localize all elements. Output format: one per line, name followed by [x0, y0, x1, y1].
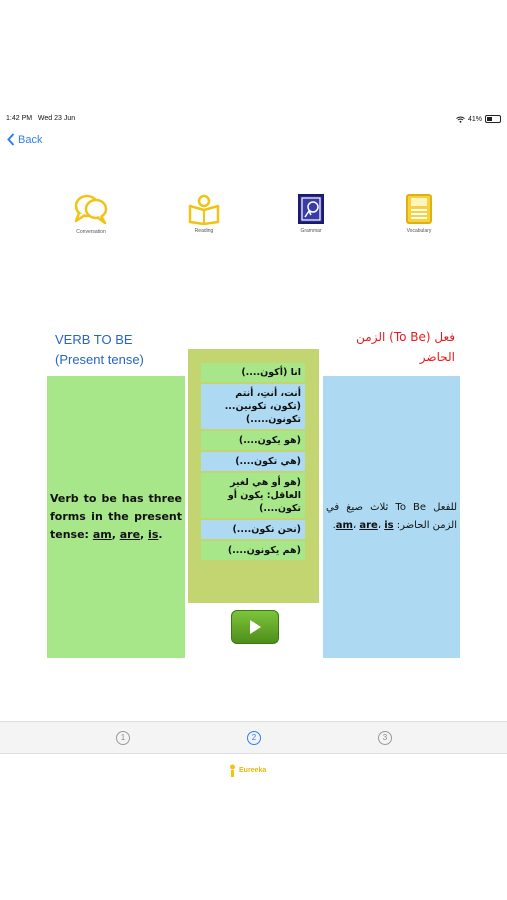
chevron-left-icon — [7, 133, 15, 146]
lesson-title-ar — [300, 330, 455, 364]
conjugation-row: (هم يكونون....) — [201, 541, 305, 560]
conjugation-row: (هي تكون....) — [201, 452, 305, 471]
page-3-button[interactable]: 3 — [378, 731, 392, 745]
back-label: Back — [18, 133, 43, 146]
form-are-ar: are — [359, 520, 378, 531]
title-en-line1: VERB TO BE — [55, 332, 133, 347]
menu-label-grammar: Grammar — [300, 228, 322, 234]
reading-icon — [188, 194, 220, 225]
menu-label-vocabulary: Vocabulary — [406, 228, 432, 234]
conversation-icon — [73, 192, 109, 226]
footer-logo — [228, 764, 266, 777]
english-explanation-panel — [47, 376, 185, 658]
conjugation-row: (هو يكون....) — [201, 431, 305, 450]
conjugation-row: (هو أو هي لغير العاقل: يكون أو تكون....) — [201, 473, 305, 518]
conjugation-row: (نحن نكون....) — [201, 520, 305, 539]
status-bar — [0, 114, 507, 126]
page-2-button[interactable]: 2 — [247, 731, 261, 745]
vocabulary-icon — [405, 193, 433, 225]
conjugation-row: انا (أكون....) — [201, 363, 305, 382]
play-button[interactable] — [231, 610, 279, 644]
title-ar-line1: فعل (To Be) الزمن — [356, 330, 455, 344]
battery-percent: 41% — [467, 115, 482, 123]
status-time: 1:42 PM Wed 23 Jun — [6, 115, 76, 122]
play-icon — [247, 619, 263, 635]
logo-text: Eureeka — [239, 767, 267, 774]
lesson-title-en — [55, 332, 144, 367]
form-is-ar: is — [384, 520, 394, 531]
form-am: am — [92, 528, 112, 541]
menu-vocabulary[interactable] — [389, 193, 449, 234]
arabic-explanation-text: للفعل To Be ثلاث صيغ في الزمن الحاضر: am، are، is. — [326, 502, 457, 531]
form-are: are — [119, 528, 141, 541]
conjugation-row: أنت، أنتِ، أنتم (تكون، تكونين... تكونون.....) — [201, 384, 305, 429]
form-am-ar: am — [335, 520, 353, 531]
menu-label-reading: Reading — [194, 228, 214, 234]
menu-conversation[interactable] — [61, 192, 121, 235]
wifi-icon — [456, 116, 465, 123]
page-1-button[interactable]: 1 — [116, 731, 130, 745]
menu-reading[interactable] — [174, 194, 234, 234]
title-en-line2: (Present tense) — [55, 352, 144, 367]
arabic-explanation-panel — [323, 376, 460, 658]
status-right — [456, 115, 501, 123]
grammar-icon — [297, 193, 325, 225]
conjugation-frame — [188, 349, 319, 603]
menu-label-conversation: Conversation — [76, 229, 106, 235]
back-button[interactable] — [7, 133, 42, 146]
battery-icon — [485, 115, 501, 123]
english-explanation-text: Verb to be has three forms in the present tense: am, are, is. — [50, 492, 182, 541]
pagination-bar — [0, 721, 507, 754]
logo-mark-icon — [228, 764, 237, 777]
form-is: is — [148, 528, 159, 541]
conjugation-list — [201, 363, 305, 562]
title-ar-line2: الحاضر — [419, 350, 455, 364]
menu-grammar[interactable] — [281, 193, 341, 234]
